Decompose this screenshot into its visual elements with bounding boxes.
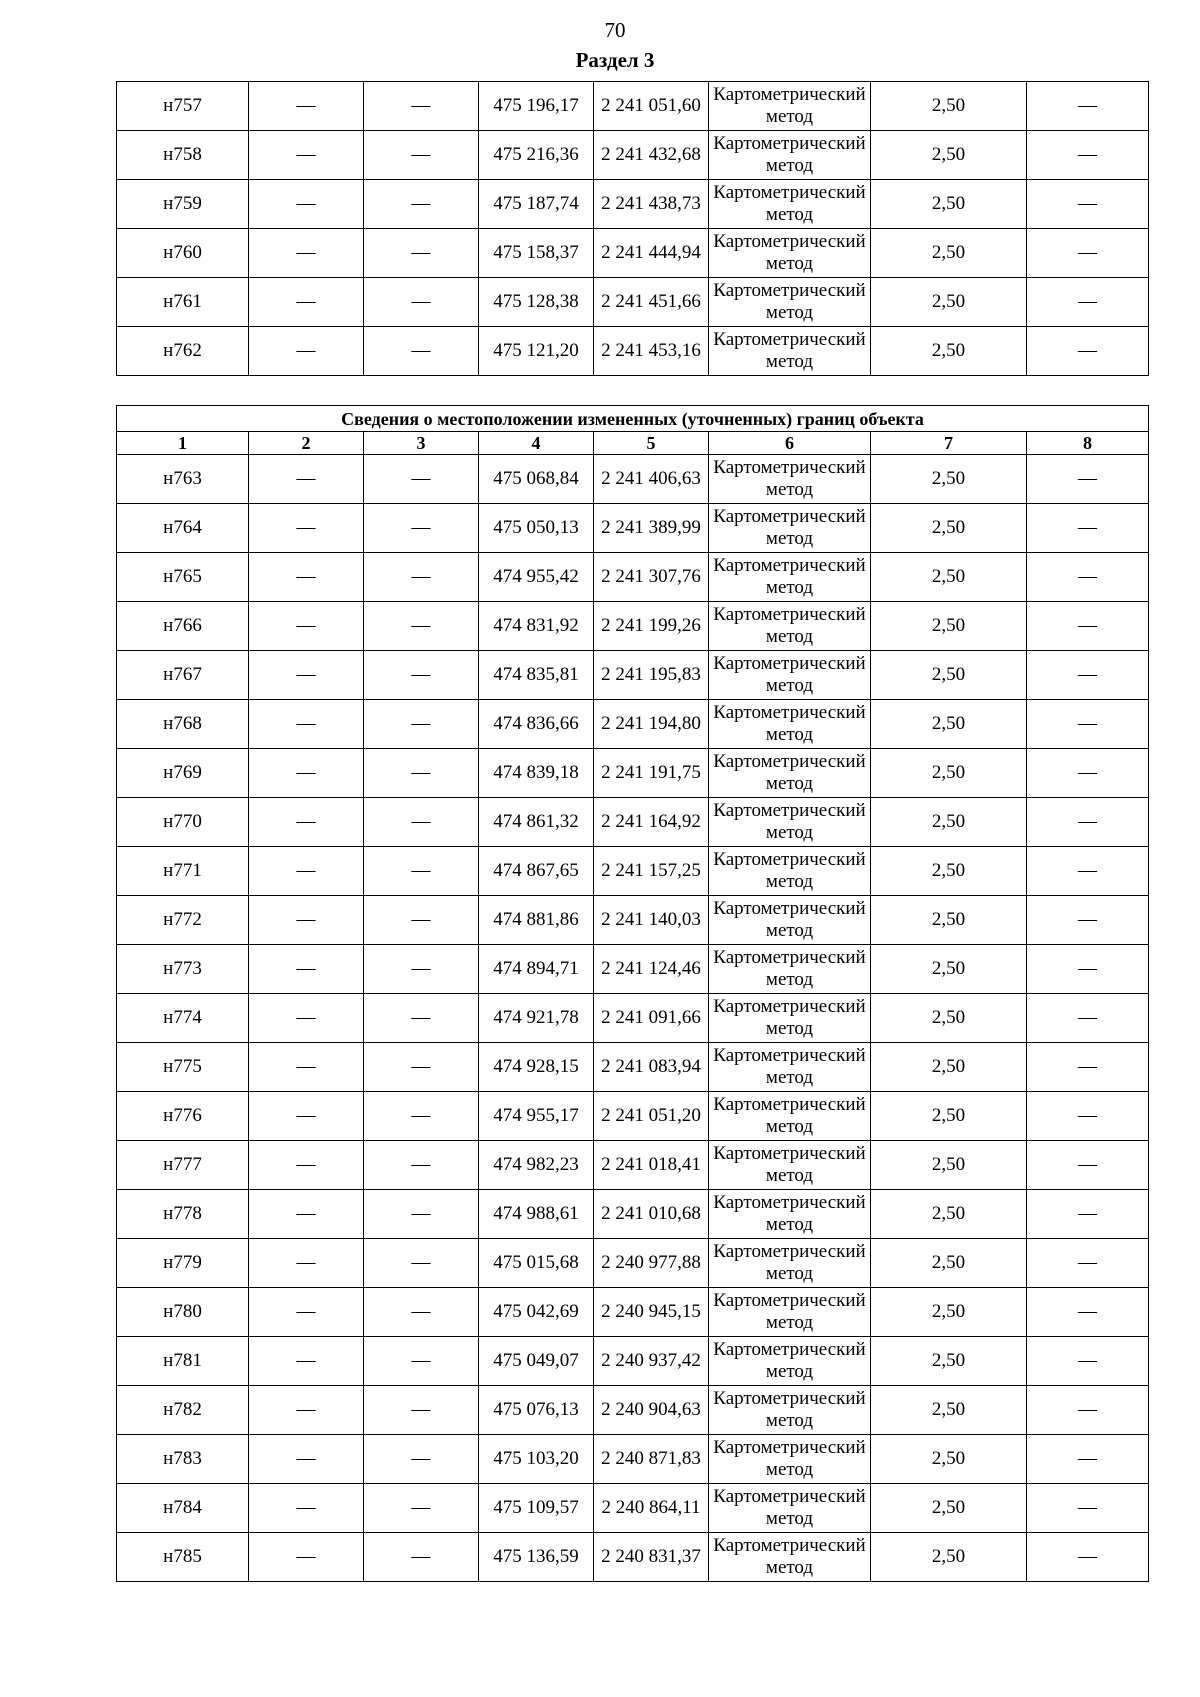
x-coordinate-cell: 474 831,92	[479, 602, 594, 651]
y-coordinate-cell: 2 241 083,94	[594, 1043, 709, 1092]
accuracy-cell: 2,50	[871, 1484, 1027, 1533]
col8-cell: —	[1027, 229, 1149, 278]
col2-cell: —	[249, 1043, 364, 1092]
point-id-cell: н759	[117, 180, 249, 229]
col3-cell: —	[364, 945, 479, 994]
accuracy-cell: 2,50	[871, 1288, 1027, 1337]
col2-cell: —	[249, 504, 364, 553]
column-number: 1	[117, 432, 249, 455]
x-coordinate-cell: 475 076,13	[479, 1386, 594, 1435]
accuracy-cell: 2,50	[871, 896, 1027, 945]
accuracy-cell: 2,50	[871, 180, 1027, 229]
col3-cell: —	[364, 700, 479, 749]
point-id-cell: н766	[117, 602, 249, 651]
col8-cell: —	[1027, 1141, 1149, 1190]
y-coordinate-cell: 2 241 453,16	[594, 327, 709, 376]
x-coordinate-cell: 475 068,84	[479, 455, 594, 504]
table-row	[117, 504, 1149, 553]
accuracy-cell: 2,50	[871, 1190, 1027, 1239]
y-coordinate-cell: 2 241 432,68	[594, 131, 709, 180]
y-coordinate-cell: 2 241 018,41	[594, 1141, 709, 1190]
table-row	[117, 798, 1149, 847]
point-id-cell: н784	[117, 1484, 249, 1533]
col3-cell: —	[364, 1190, 479, 1239]
method-cell: Картометрический метод	[709, 82, 871, 131]
table-row	[117, 1190, 1149, 1239]
y-coordinate-cell: 2 241 051,60	[594, 82, 709, 131]
y-coordinate-cell: 2 241 444,94	[594, 229, 709, 278]
point-id-cell: н769	[117, 749, 249, 798]
method-cell: Картометрический метод	[709, 896, 871, 945]
method-cell: Картометрический метод	[709, 1141, 871, 1190]
y-coordinate-cell: 2 240 945,15	[594, 1288, 709, 1337]
method-cell: Картометрический метод	[709, 278, 871, 327]
table-row	[117, 278, 1149, 327]
table-row	[117, 651, 1149, 700]
y-coordinate-cell: 2 240 864,11	[594, 1484, 709, 1533]
accuracy-cell: 2,50	[871, 278, 1027, 327]
accuracy-cell: 2,50	[871, 700, 1027, 749]
table-row	[117, 455, 1149, 504]
col8-cell: —	[1027, 1435, 1149, 1484]
accuracy-cell: 2,50	[871, 1435, 1027, 1484]
col3-cell: —	[364, 131, 479, 180]
column-number: 6	[709, 432, 871, 455]
col8-cell: —	[1027, 327, 1149, 376]
col2-cell: —	[249, 553, 364, 602]
y-coordinate-cell: 2 241 164,92	[594, 798, 709, 847]
y-coordinate-cell: 2 241 091,66	[594, 994, 709, 1043]
table-row	[117, 602, 1149, 651]
col3-cell: —	[364, 553, 479, 602]
col3-cell: —	[364, 278, 479, 327]
col8-cell: —	[1027, 82, 1149, 131]
x-coordinate-cell: 475 216,36	[479, 131, 594, 180]
col8-cell: —	[1027, 1337, 1149, 1386]
accuracy-cell: 2,50	[871, 553, 1027, 602]
col3-cell: —	[364, 847, 479, 896]
accuracy-cell: 2,50	[871, 1043, 1027, 1092]
method-cell: Картометрический метод	[709, 1533, 871, 1582]
x-coordinate-cell: 475 049,07	[479, 1337, 594, 1386]
method-cell: Картометрический метод	[709, 1435, 871, 1484]
col8-cell: —	[1027, 131, 1149, 180]
x-coordinate-cell: 474 955,17	[479, 1092, 594, 1141]
method-cell: Картометрический метод	[709, 455, 871, 504]
col3-cell: —	[364, 1092, 479, 1141]
method-cell: Картометрический метод	[709, 994, 871, 1043]
x-coordinate-cell: 475 015,68	[479, 1239, 594, 1288]
table-row	[117, 131, 1149, 180]
col3-cell: —	[364, 1435, 479, 1484]
table-row	[117, 327, 1149, 376]
table-caption-row	[117, 406, 1149, 432]
accuracy-cell: 2,50	[871, 1092, 1027, 1141]
boundary-table	[116, 405, 1149, 1582]
col3-cell: —	[364, 1288, 479, 1337]
accuracy-cell: 2,50	[871, 1141, 1027, 1190]
x-coordinate-cell: 474 928,15	[479, 1043, 594, 1092]
col3-cell: —	[364, 1533, 479, 1582]
method-cell: Картометрический метод	[709, 327, 871, 376]
table-row	[117, 700, 1149, 749]
col2-cell: —	[249, 82, 364, 131]
table-row	[117, 1092, 1149, 1141]
point-id-cell: н773	[117, 945, 249, 994]
col2-cell: —	[249, 1141, 364, 1190]
method-cell: Картометрический метод	[709, 602, 871, 651]
table-row	[117, 1435, 1149, 1484]
y-coordinate-cell: 2 241 307,76	[594, 553, 709, 602]
x-coordinate-cell: 475 158,37	[479, 229, 594, 278]
col3-cell: —	[364, 1337, 479, 1386]
y-coordinate-cell: 2 240 831,37	[594, 1533, 709, 1582]
col3-cell: —	[364, 1386, 479, 1435]
col8-cell: —	[1027, 798, 1149, 847]
col3-cell: —	[364, 1484, 479, 1533]
point-id-cell: н760	[117, 229, 249, 278]
point-id-cell: н763	[117, 455, 249, 504]
method-cell: Картометрический метод	[709, 553, 871, 602]
method-cell: Картометрический метод	[709, 1092, 871, 1141]
page-number: 70	[604, 18, 626, 42]
point-id-cell: н780	[117, 1288, 249, 1337]
col8-cell: —	[1027, 1288, 1149, 1337]
point-id-cell: н758	[117, 131, 249, 180]
accuracy-cell: 2,50	[871, 1533, 1027, 1582]
col2-cell: —	[249, 1190, 364, 1239]
point-id-cell: н764	[117, 504, 249, 553]
y-coordinate-cell: 2 241 195,83	[594, 651, 709, 700]
x-coordinate-cell: 474 835,81	[479, 651, 594, 700]
table-row	[117, 847, 1149, 896]
col8-cell: —	[1027, 1092, 1149, 1141]
col2-cell: —	[249, 1288, 364, 1337]
x-coordinate-cell: 475 136,59	[479, 1533, 594, 1582]
col2-cell: —	[249, 327, 364, 376]
col3-cell: —	[364, 1043, 479, 1092]
col2-cell: —	[249, 229, 364, 278]
table-row	[117, 1533, 1149, 1582]
point-id-cell: н774	[117, 994, 249, 1043]
col2-cell: —	[249, 278, 364, 327]
method-cell: Картометрический метод	[709, 229, 871, 278]
column-number: 8	[1027, 432, 1149, 455]
table-row	[117, 1386, 1149, 1435]
column-number: 3	[364, 432, 479, 455]
y-coordinate-cell: 2 241 451,66	[594, 278, 709, 327]
table-row	[117, 945, 1149, 994]
col8-cell: —	[1027, 553, 1149, 602]
y-coordinate-cell: 2 241 406,63	[594, 455, 709, 504]
y-coordinate-cell: 2 240 871,83	[594, 1435, 709, 1484]
col2-cell: —	[249, 1092, 364, 1141]
col3-cell: —	[364, 180, 479, 229]
method-cell: Картометрический метод	[709, 1288, 871, 1337]
x-coordinate-cell: 474 921,78	[479, 994, 594, 1043]
boundary-table-continued	[116, 81, 1149, 376]
col2-cell: —	[249, 1337, 364, 1386]
table-row	[117, 749, 1149, 798]
table-caption: Сведения о местоположении измененных (уточненных) границ объекта	[117, 406, 1149, 432]
point-id-cell: н761	[117, 278, 249, 327]
x-coordinate-cell: 474 894,71	[479, 945, 594, 994]
column-number: 5	[594, 432, 709, 455]
method-cell: Картометрический метод	[709, 180, 871, 229]
col8-cell: —	[1027, 180, 1149, 229]
x-coordinate-cell: 474 867,65	[479, 847, 594, 896]
col8-cell: —	[1027, 278, 1149, 327]
x-coordinate-cell: 474 982,23	[479, 1141, 594, 1190]
table-row	[117, 82, 1149, 131]
accuracy-cell: 2,50	[871, 994, 1027, 1043]
method-cell: Картометрический метод	[709, 1043, 871, 1092]
accuracy-cell: 2,50	[871, 602, 1027, 651]
method-cell: Картометрический метод	[709, 798, 871, 847]
method-cell: Картометрический метод	[709, 945, 871, 994]
col2-cell: —	[249, 700, 364, 749]
col3-cell: —	[364, 1239, 479, 1288]
col8-cell: —	[1027, 749, 1149, 798]
col2-cell: —	[249, 847, 364, 896]
col2-cell: —	[249, 896, 364, 945]
point-id-cell: н772	[117, 896, 249, 945]
col3-cell: —	[364, 896, 479, 945]
y-coordinate-cell: 2 240 937,42	[594, 1337, 709, 1386]
column-number: 2	[249, 432, 364, 455]
point-id-cell: н767	[117, 651, 249, 700]
y-coordinate-cell: 2 240 977,88	[594, 1239, 709, 1288]
accuracy-cell: 2,50	[871, 504, 1027, 553]
y-coordinate-cell: 2 241 157,25	[594, 847, 709, 896]
col8-cell: —	[1027, 1533, 1149, 1582]
point-id-cell: н782	[117, 1386, 249, 1435]
x-coordinate-cell: 474 955,42	[479, 553, 594, 602]
method-cell: Картометрический метод	[709, 651, 871, 700]
point-id-cell: н768	[117, 700, 249, 749]
col8-cell: —	[1027, 847, 1149, 896]
col8-cell: —	[1027, 651, 1149, 700]
col3-cell: —	[364, 651, 479, 700]
point-id-cell: н776	[117, 1092, 249, 1141]
col2-cell: —	[249, 1239, 364, 1288]
section-title: Раздел 3	[575, 48, 655, 72]
accuracy-cell: 2,50	[871, 229, 1027, 278]
col2-cell: —	[249, 131, 364, 180]
col2-cell: —	[249, 1386, 364, 1435]
point-id-cell: н771	[117, 847, 249, 896]
accuracy-cell: 2,50	[871, 327, 1027, 376]
col2-cell: —	[249, 455, 364, 504]
accuracy-cell: 2,50	[871, 131, 1027, 180]
col8-cell: —	[1027, 504, 1149, 553]
y-coordinate-cell: 2 241 199,26	[594, 602, 709, 651]
column-number: 7	[871, 432, 1027, 455]
col3-cell: —	[364, 798, 479, 847]
x-coordinate-cell: 475 187,74	[479, 180, 594, 229]
point-id-cell: н770	[117, 798, 249, 847]
point-id-cell: н778	[117, 1190, 249, 1239]
col2-cell: —	[249, 749, 364, 798]
col3-cell: —	[364, 602, 479, 651]
y-coordinate-cell: 2 241 124,46	[594, 945, 709, 994]
point-id-cell: н765	[117, 553, 249, 602]
table-row	[117, 1337, 1149, 1386]
method-cell: Картометрический метод	[709, 1386, 871, 1435]
col8-cell: —	[1027, 700, 1149, 749]
col3-cell: —	[364, 229, 479, 278]
accuracy-cell: 2,50	[871, 1239, 1027, 1288]
method-cell: Картометрический метод	[709, 131, 871, 180]
table-row	[117, 1484, 1149, 1533]
col8-cell: —	[1027, 1386, 1149, 1435]
y-coordinate-cell: 2 241 194,80	[594, 700, 709, 749]
method-cell: Картометрический метод	[709, 1337, 871, 1386]
accuracy-cell: 2,50	[871, 749, 1027, 798]
col3-cell: —	[364, 1141, 479, 1190]
method-cell: Картометрический метод	[709, 749, 871, 798]
point-id-cell: н777	[117, 1141, 249, 1190]
table-row	[117, 553, 1149, 602]
col3-cell: —	[364, 455, 479, 504]
method-cell: Картометрический метод	[709, 1190, 871, 1239]
accuracy-cell: 2,50	[871, 1386, 1027, 1435]
y-coordinate-cell: 2 241 191,75	[594, 749, 709, 798]
method-cell: Картометрический метод	[709, 504, 871, 553]
table-row	[117, 180, 1149, 229]
x-coordinate-cell: 474 988,61	[479, 1190, 594, 1239]
col2-cell: —	[249, 602, 364, 651]
x-coordinate-cell: 475 042,69	[479, 1288, 594, 1337]
point-id-cell: н785	[117, 1533, 249, 1582]
accuracy-cell: 2,50	[871, 1337, 1027, 1386]
col2-cell: —	[249, 1435, 364, 1484]
col3-cell: —	[364, 994, 479, 1043]
point-id-cell: н781	[117, 1337, 249, 1386]
y-coordinate-cell: 2 241 010,68	[594, 1190, 709, 1239]
accuracy-cell: 2,50	[871, 82, 1027, 131]
col2-cell: —	[249, 1484, 364, 1533]
table-row	[117, 994, 1149, 1043]
x-coordinate-cell: 475 109,57	[479, 1484, 594, 1533]
accuracy-cell: 2,50	[871, 798, 1027, 847]
x-coordinate-cell: 474 836,66	[479, 700, 594, 749]
table-row	[117, 1141, 1149, 1190]
col2-cell: —	[249, 180, 364, 229]
col3-cell: —	[364, 82, 479, 131]
y-coordinate-cell: 2 240 904,63	[594, 1386, 709, 1435]
col2-cell: —	[249, 651, 364, 700]
method-cell: Картометрический метод	[709, 1484, 871, 1533]
col8-cell: —	[1027, 455, 1149, 504]
col8-cell: —	[1027, 994, 1149, 1043]
point-id-cell: н779	[117, 1239, 249, 1288]
x-coordinate-cell: 475 050,13	[479, 504, 594, 553]
y-coordinate-cell: 2 241 140,03	[594, 896, 709, 945]
table-row	[117, 1043, 1149, 1092]
col2-cell: —	[249, 798, 364, 847]
table-row	[117, 1239, 1149, 1288]
method-cell: Картометрический метод	[709, 847, 871, 896]
x-coordinate-cell: 474 839,18	[479, 749, 594, 798]
x-coordinate-cell: 475 196,17	[479, 82, 594, 131]
col3-cell: —	[364, 327, 479, 376]
x-coordinate-cell: 475 121,20	[479, 327, 594, 376]
y-coordinate-cell: 2 241 051,20	[594, 1092, 709, 1141]
col8-cell: —	[1027, 602, 1149, 651]
col3-cell: —	[364, 504, 479, 553]
accuracy-cell: 2,50	[871, 945, 1027, 994]
point-id-cell: н783	[117, 1435, 249, 1484]
x-coordinate-cell: 474 861,32	[479, 798, 594, 847]
method-cell: Картометрический метод	[709, 1239, 871, 1288]
col8-cell: —	[1027, 1190, 1149, 1239]
column-number-row	[117, 432, 1149, 455]
col2-cell: —	[249, 945, 364, 994]
accuracy-cell: 2,50	[871, 455, 1027, 504]
accuracy-cell: 2,50	[871, 847, 1027, 896]
table-row	[117, 896, 1149, 945]
col8-cell: —	[1027, 1484, 1149, 1533]
column-number: 4	[479, 432, 594, 455]
point-id-cell: н775	[117, 1043, 249, 1092]
x-coordinate-cell: 475 128,38	[479, 278, 594, 327]
col2-cell: —	[249, 1533, 364, 1582]
col3-cell: —	[364, 749, 479, 798]
col8-cell: —	[1027, 945, 1149, 994]
accuracy-cell: 2,50	[871, 651, 1027, 700]
method-cell: Картометрический метод	[709, 700, 871, 749]
col8-cell: —	[1027, 1043, 1149, 1092]
col8-cell: —	[1027, 1239, 1149, 1288]
point-id-cell: н762	[117, 327, 249, 376]
table-row	[117, 229, 1149, 278]
y-coordinate-cell: 2 241 389,99	[594, 504, 709, 553]
x-coordinate-cell: 475 103,20	[479, 1435, 594, 1484]
table-row	[117, 1288, 1149, 1337]
col2-cell: —	[249, 994, 364, 1043]
x-coordinate-cell: 474 881,86	[479, 896, 594, 945]
point-id-cell: н757	[117, 82, 249, 131]
y-coordinate-cell: 2 241 438,73	[594, 180, 709, 229]
col8-cell: —	[1027, 896, 1149, 945]
